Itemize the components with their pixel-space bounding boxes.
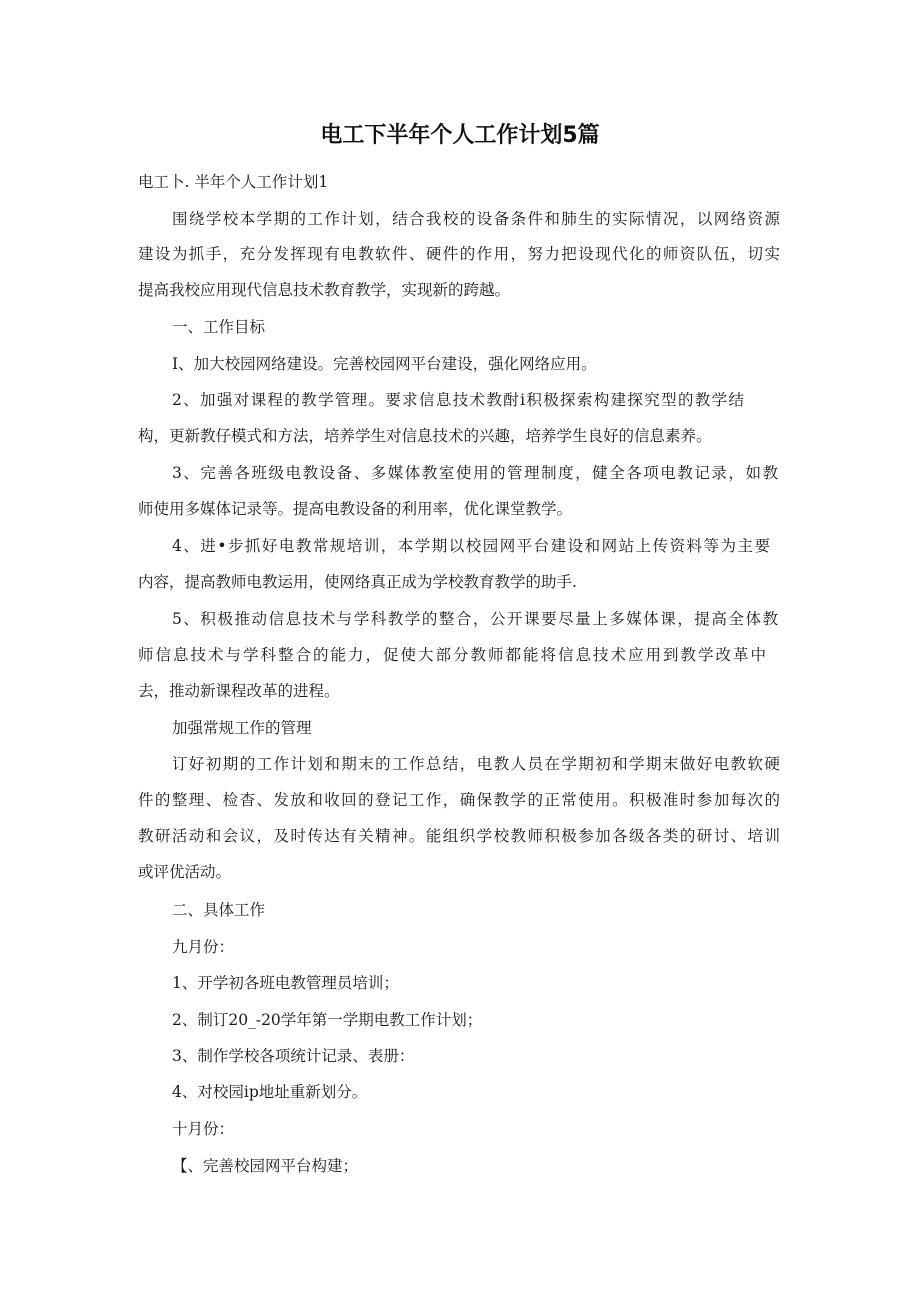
list-item-continuation: 内容，提高教师电教运用，使网络真正成为学校教育教学的助手. [138, 573, 577, 591]
paragraph-line: 教研活动和会议，及时传达有关精神。能组织学校教师积极参加各级各类的研讨、培训 [138, 827, 780, 845]
list-item-continuation: 构，更新教仔模式和方法，培养学生对信息技术的兴趣，培养学生良好的信息素养。 [138, 427, 712, 445]
month-heading: 十月份： [172, 1120, 235, 1138]
list-item: 【、完善校园网平台构建； [172, 1157, 359, 1175]
paragraph-line: 围绕学校本学期的工作计划，结合我校的设备条件和肺生的实际情况，以网络资源 [172, 210, 780, 228]
subtitle-line: 电工卜. 半年个人工作计划1 [138, 173, 329, 191]
list-item: 1、开学初各班电教管理员培训； [172, 974, 399, 992]
paragraph-line: 或评优活动。 [138, 863, 232, 881]
list-item: 2、制订20_-20学年第一学期电教工作计划； [172, 1011, 483, 1029]
paragraph-line: 订好初期的工作计划和期末的工作总结，电教人员在学期初和学期末做好电教软硬 [172, 755, 780, 773]
list-item: 2、加强对课程的教学管理。要求信息技术教酎i积极探索构建探究型的教学结 [172, 391, 744, 409]
list-item: 4、对校园ip地址重新划分。 [172, 1083, 368, 1101]
list-item: 3、完善各班级电教设备、多媒体教室使用的管理制度，健全各项电教记录，如教 [172, 464, 778, 482]
paragraph-line: 建设为抓手，充分发挥现有电教软件、硬件的作用，努力把设现代化的师资队伍，切实 [138, 245, 780, 263]
paragraph-line: 提高我校应用现代信息技术教育教学，实现新的跨越。 [138, 281, 511, 299]
list-item: 3、制作学校各项统计记录、表册： [172, 1047, 415, 1065]
list-item-continuation: 师使用多媒体记录等。提高电教设备的利用率，优化课堂教学。 [138, 500, 573, 518]
section-heading: 一、工作目标 [172, 318, 266, 336]
section-heading: 加强常规工作的管理 [172, 719, 312, 737]
list-item-continuation: 师信息技术与学科整合的能力，促使大部分教师都能将信息技术应用到教学改革中 [138, 646, 766, 664]
list-item: 4、进•步抓好电教常规培训，本学期以校园网平台建设和网站上传资料等为主要 [172, 537, 770, 555]
paragraph-line: 件的整理、检杳、发放和收回的登记工作，确保教学的正常使用。积极准时参加每次的 [138, 791, 780, 809]
list-item: 5、积极推动信息技术与学科教学的整合，公开课要尽量上多媒体课，提高全体教 [172, 610, 778, 628]
document-title: 电工下半年个人工作计划5篇 [320, 123, 600, 148]
section-heading: 二、具体工作 [172, 901, 266, 919]
list-item-continuation: 去，推动新课程改革的进程。 [138, 682, 340, 700]
list-item: I、加大校园网络建设。完善校园网平台建设，强化网络应用。 [172, 355, 597, 373]
month-heading: 九月份： [172, 938, 235, 956]
